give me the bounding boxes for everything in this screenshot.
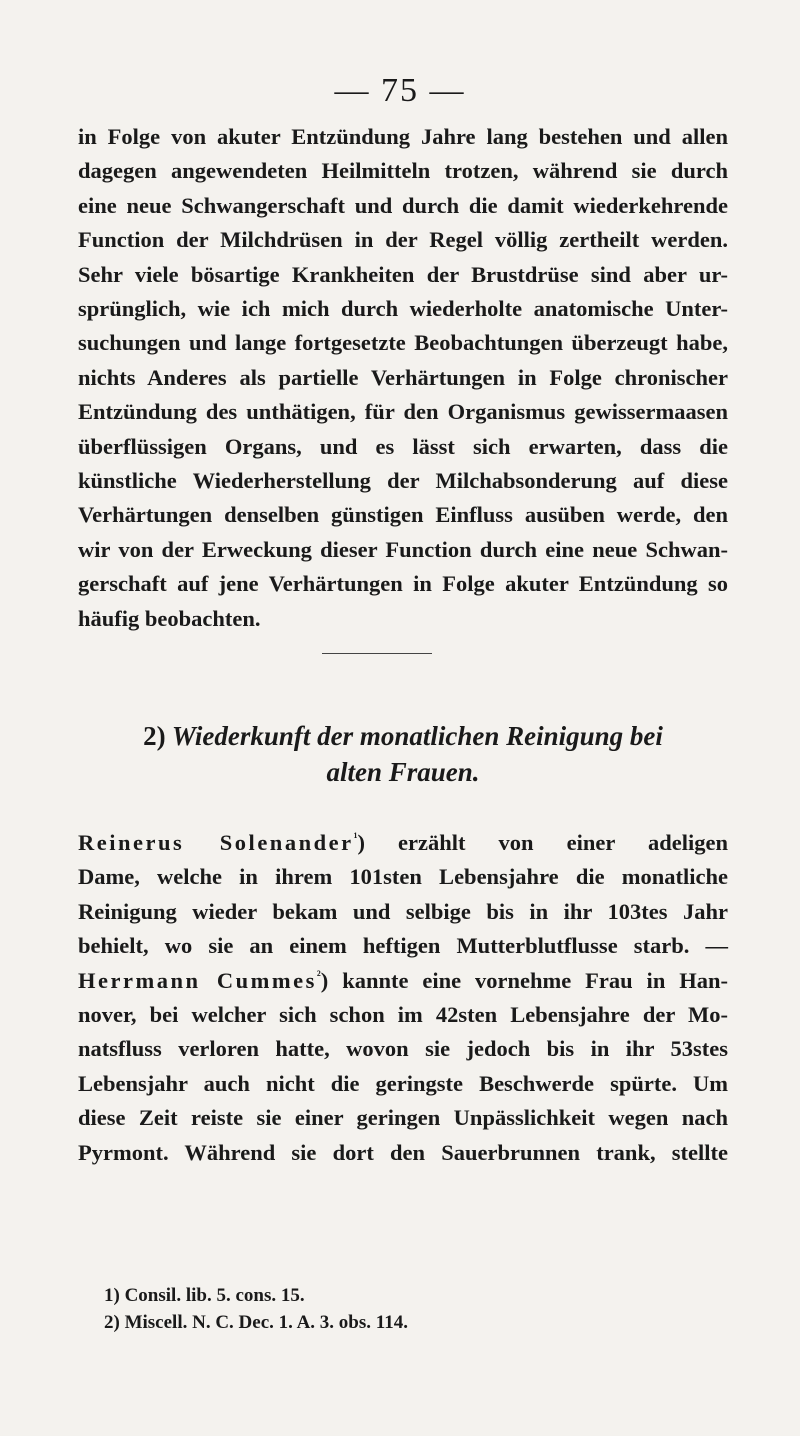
page-number: — 75 — [334, 72, 466, 109]
text-line [78, 964, 728, 998]
heading-line-1 [78, 718, 728, 754]
text-line: diese Zeit reiste sie einer geringen Unpässlichkeit wegen nach [78, 1105, 728, 1131]
section-divider [322, 653, 432, 654]
text-line: eine neue Schwangerschaft und durch die damit wiederkehrende [78, 192, 728, 218]
text-line [78, 826, 728, 860]
text-line: überflüssigen Organs, und es lässt sich erwarten, dass die [78, 433, 728, 459]
text-line: Sehr viele bösartige Krankheiten der Brustdrüse sind aber ur- [78, 261, 728, 287]
text-line: behielt, wo sie an einem heftigen Mutterblutflusse starb. — [78, 933, 728, 959]
text-line: nichts Anderes als partielle Verhärtungen in Folge chronischer [78, 364, 728, 390]
text-line: wir von der Erweckung dieser Function durch eine neue Schwan- [78, 536, 728, 562]
text-line: nover, bei welcher sich schon im 42sten Lebensjahre der Mo- [78, 1002, 728, 1028]
author-name: Reinerus Solenander [78, 830, 354, 855]
footnote-1: 1) Consil. lib. 5. cons. 15. [104, 1285, 305, 1306]
text-line: Lebensjahr auch nicht die geringste Beschwerde spürte. Um [78, 1070, 728, 1096]
text-line: gerschaft auf jene Verhärtungen in Folge akuter Entzündung so [78, 571, 728, 597]
text-line: häufig beobachten. [78, 605, 261, 631]
line-text: ) kannte eine vornehme Frau in Han- [320, 967, 728, 993]
text-line: sprünglich, wie ich mich durch wiederholte anatomische Unter- [78, 296, 728, 322]
heading-title: Wiederkunft der monatlichen Reinigung bei [171, 721, 663, 751]
text-line: natsfluss verloren hatte, wovon sie jedoch bis in ihr 53stes [78, 1036, 728, 1062]
text-line: Dame, welche in ihrem 101sten Lebensjahre die monatliche [78, 864, 728, 890]
text-line: Verhärtungen denselben günstigen Einfluss ausüben werde, den [78, 502, 728, 528]
author-name: Herrmann Cummes [78, 967, 317, 993]
footnote-ref: ¹ [353, 829, 358, 845]
text-line: Function der Milchdrüsen in der Regel völlig zertheilt werden. [78, 227, 728, 253]
paragraph-continued [78, 120, 728, 636]
footnotes [104, 1282, 704, 1336]
text-line: Reinigung wieder bekam und selbige bis in ihr 103tes Jahr [78, 898, 728, 924]
text-line: Pyrmont. Während sie dort den Sauerbrunnen trank, stellte [78, 1139, 728, 1165]
section-heading [78, 718, 728, 790]
line-text: ) erzählt von einer adeligen [357, 830, 729, 855]
paragraph-section-2 [78, 826, 728, 1170]
heading-line-2: alten Frauen. [326, 757, 480, 787]
footnote-ref: ² [316, 967, 321, 983]
section-number: 2) [143, 721, 166, 751]
text-line: in Folge von akuter Entzündung Jahre lang bestehen und allen [78, 124, 728, 149]
text-line: Entzündung des unthätigen, für den Organismus gewissermaasen [78, 399, 728, 425]
text-line: künstliche Wiederherstellung der Milchabsonderung auf diese [78, 468, 728, 494]
text-line: suchungen und lange fortgesetzte Beobachtungen überzeugt habe, [78, 330, 728, 356]
footnote-2: 2) Miscell. N. C. Dec. 1. A. 3. obs. 114. [104, 1312, 408, 1333]
text-line: dagegen angewendeten Heilmitteln trotzen, während sie durch [78, 158, 728, 184]
